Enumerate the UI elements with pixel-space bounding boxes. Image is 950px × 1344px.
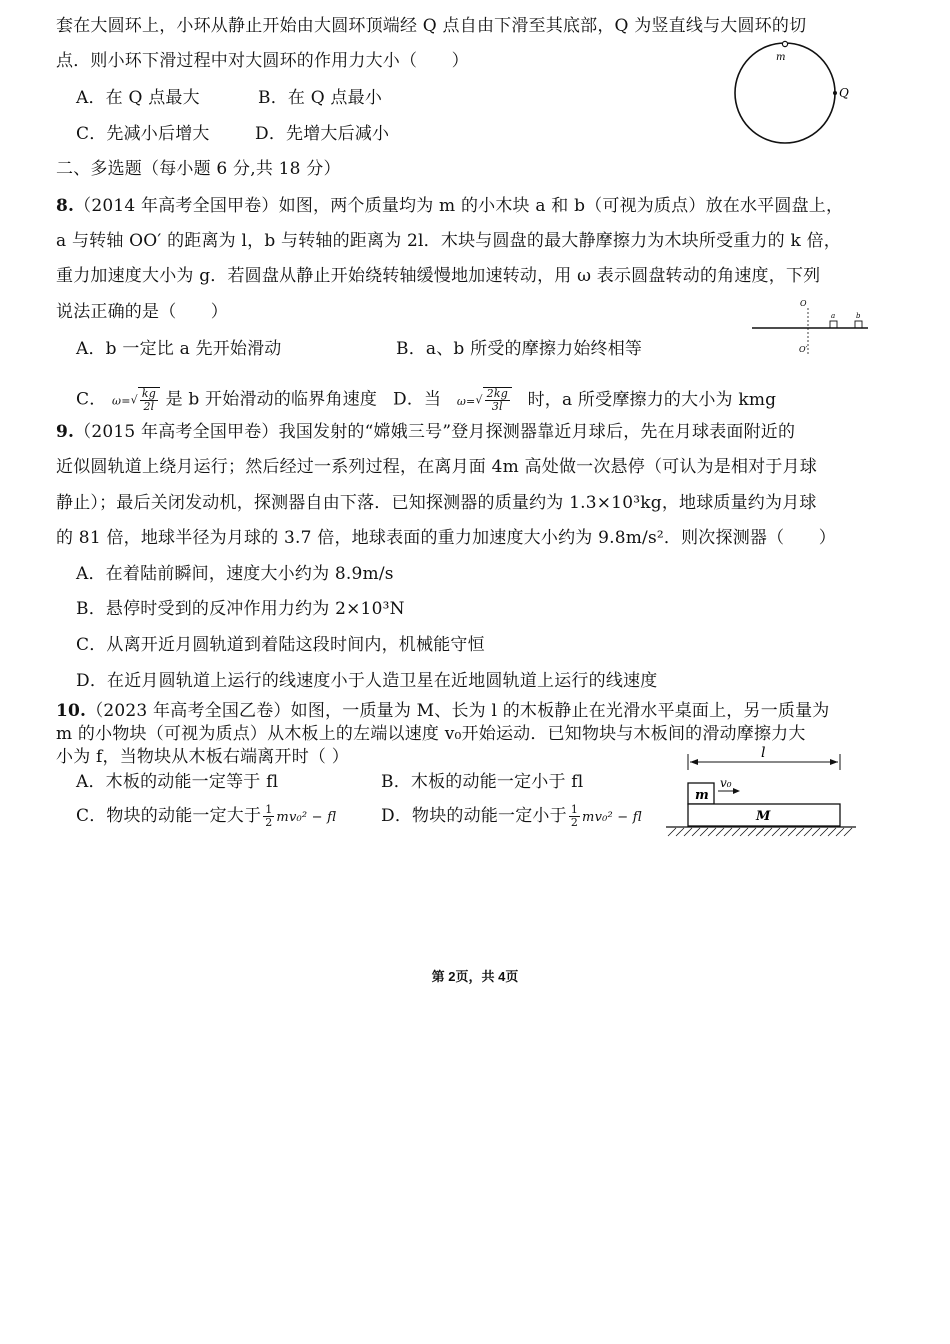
q10-option-c-prefix: C．物块的动能一定大于 — [76, 806, 262, 826]
section-title: 二、多选题（每小题 6 分,共 18 分） — [56, 159, 341, 179]
q10-line1 — [56, 699, 830, 723]
page-footer: 第 2页，共 4页 — [431, 969, 519, 984]
q10-option-c-frac-num: 1 — [265, 803, 273, 816]
q8-line1 — [56, 194, 843, 218]
q8-option-d-omega: ω= — [456, 394, 476, 408]
q10-option-c-fraction — [263, 804, 274, 829]
point-q — [833, 91, 837, 95]
q10-line2: m 的小物块（可视为质点）从木板上的左端以速度 v₀开始运动．已知物块与木板间的滑动摩擦力大 — [56, 724, 806, 744]
q10-line1-text: （2023 年高考全国乙卷）如图，一质量为 M、长为 l 的木板静止在光滑水平桌面上，另一质量为 — [86, 701, 830, 721]
q9-line3: 静止）；最后关闭发动机，探测器自由下落．已知探测器的质量约为 1.3×10³kg，地球质量约为月球 — [56, 493, 817, 513]
q9-line1-text: （2015 年高考全国甲卷）我国发射的“嫦娥三号”登月探测器靠近月球后，先在月球表面附近的 — [74, 422, 796, 442]
ring-label-m: m — [776, 52, 786, 63]
q7-option-b: B．在 Q 点最小 — [258, 88, 383, 108]
q8-option-c-sqrt: √ $\frac{kg}{2l}$ — [131, 387, 160, 413]
q8-option-c-prefix: C． — [76, 389, 107, 410]
q9-option-a: A．在着陆前瞬间，速度大小约为 8.9m/s — [76, 564, 394, 584]
board-label-l: l — [761, 745, 766, 761]
q10-option-c-tail: mv₀² − fl — [276, 810, 337, 825]
q8-option-c-rad-den: 2l — [143, 400, 155, 413]
q8-option-a: A．b 一定比 a 先开始滑动 — [76, 339, 282, 359]
q7-option-a: A．在 Q 点最大 — [76, 88, 200, 108]
ring-figure — [726, 36, 856, 156]
table-hatching — [668, 828, 852, 836]
q8-line3: 重力加速度大小为 g．若圆盘从静止开始绕转轴缓慢地加速转动，用 ω 表示圆盘转动的角速度，下列 — [56, 266, 821, 286]
length-arrow-left — [690, 759, 698, 765]
q8-option-d-rad-den: 3l — [491, 400, 503, 413]
q10-number: 10. — [56, 701, 87, 721]
q10-option-d-prefix: D．物块的动能一定小于 — [381, 806, 567, 826]
disk-figure — [750, 296, 870, 358]
q8-line2: a 与转轴 OO′ 的距离为 l，b 与转轴的距离为 2l．木块与圆盘的最大静摩擦力为木块所受重力的 k 倍， — [56, 231, 841, 251]
q10-option-d-frac-den: 2 — [570, 816, 579, 829]
q9-number: 9. — [56, 422, 75, 442]
q10-option-d-frac-num: 1 — [570, 803, 579, 816]
board-label-m: m — [695, 788, 709, 803]
block-a — [830, 321, 837, 328]
q8-line1-text: （2014 年高考全国甲卷）如图，两个质量均为 m 的小木块 a 和 b（可视为质点）放在水平圆盘上， — [74, 196, 844, 216]
velocity-arrowhead — [733, 788, 740, 794]
q10-option-a: A．木板的动能一定等于 fl — [76, 772, 279, 792]
q7-line1: 套在大圆环上，小环从静止开始由大圆环顶端经 Q 点自由下滑至其底部，Q 为竖直线与大圆环的切 — [56, 16, 807, 36]
q8-option-d-sqrt: √ $\frac{2kg}{3l}$ — [475, 387, 512, 413]
q8-number: 8. — [56, 196, 75, 216]
block-b — [855, 321, 862, 328]
q8-option-d-text: 时，a 所受摩擦力的大小为 kmg — [527, 389, 777, 410]
q8-option-c-text: 是 b 开始滑动的临界角速度 — [165, 389, 378, 410]
q7-option-d: D．先增大后减小 — [255, 124, 390, 144]
board-label-big-m: M — [756, 809, 771, 824]
q8-line4: 说法正确的是（ ） — [56, 302, 228, 322]
q9-line1 — [56, 420, 795, 444]
length-arrow-right — [830, 759, 838, 765]
q10-option-b: B．木板的动能一定小于 fl — [381, 772, 584, 792]
q8-option-d-prefix: D．当 — [393, 389, 442, 410]
q8-option-d-rad-num: 2kg — [486, 387, 508, 400]
q10-line3: 小为 f，当物块从木板右端离开时（ ） — [56, 747, 349, 767]
q10-option-d-fraction — [569, 804, 580, 829]
board-label-v0: v₀ — [720, 776, 732, 790]
q8-option-c-omega: ω= — [112, 394, 131, 408]
disk-label-o-top: O — [800, 299, 807, 308]
q9-option-c: C．从离开近月圆轨道到着陆这段时间内，机械能守恒 — [76, 635, 485, 655]
q7-line2: 点．则小环下滑过程中对大圆环的作用力大小（ ） — [56, 51, 469, 71]
q7-option-c: C．先减小后增大 — [76, 124, 210, 144]
ring-label-q: Q — [839, 86, 849, 100]
disk-label-o-bottom: O′ — [799, 345, 808, 354]
q10-option-c — [76, 804, 336, 830]
q10-option-d — [381, 804, 642, 830]
small-ring — [782, 41, 787, 46]
q8-option-b: B．a、b 所受的摩擦力始终相等 — [396, 339, 643, 359]
q9-option-d: D．在近月圆轨道上运行的线速度小于人造卫星在近地圆轨道上运行的线速度 — [76, 671, 658, 691]
q9-option-b: B．悬停时受到的反冲作用力约为 2×10³N — [76, 599, 405, 619]
q8-option-c — [76, 387, 377, 414]
q8-option-c-rad-num: kg — [141, 387, 156, 400]
q8-option-d — [393, 387, 776, 414]
disk-label-a: a — [831, 312, 836, 320]
q10-option-c-frac-den: 2 — [265, 816, 273, 829]
q9-line4: 的 81 倍，地球半径为月球的 3.7 倍，地球表面的重力加速度大小约为 9.8m/s²．则次探测器（ ） — [56, 528, 836, 548]
q10-option-d-tail: mv₀² − fl — [582, 810, 643, 825]
q9-line2: 近似圆轨道上绕月运行；然后经过一系列过程，在离月面 4m 高处做一次悬停（可认为是相对于月球 — [56, 457, 817, 477]
disk-label-b: b — [856, 312, 861, 320]
board-figure — [660, 744, 860, 844]
